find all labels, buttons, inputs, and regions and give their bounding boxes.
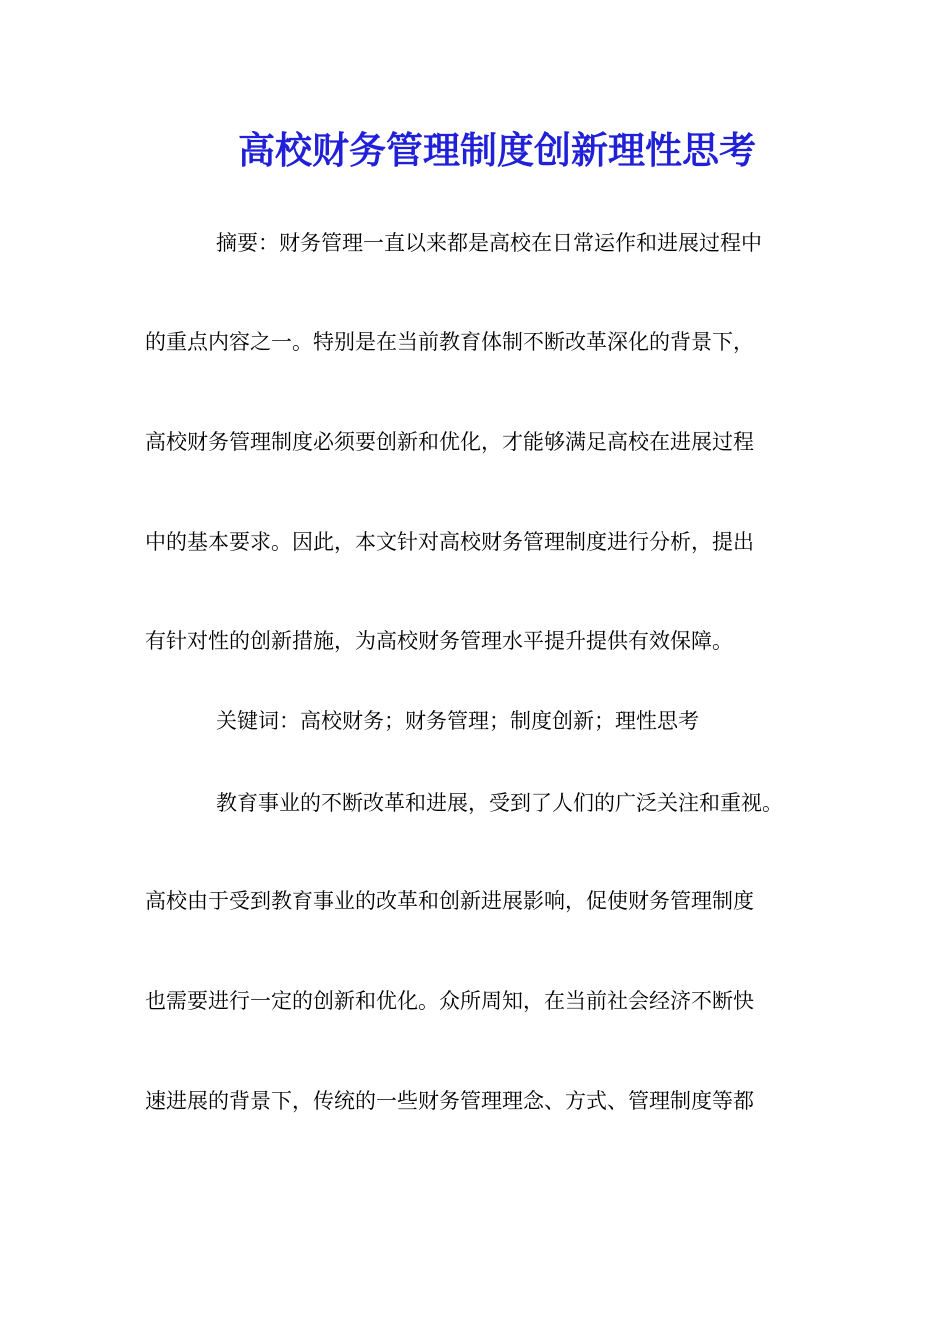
body-line-1: 教育事业的不断改革和进展，受到了人们的广泛关注和重视。	[216, 791, 783, 815]
abstract-line-3: 高校财务管理制度必须要创新和优化，才能够满足高校在进展过程	[145, 430, 754, 454]
body-line-3: 也需要进行一定的创新和优化。众所周知，在当前社会经济不断快	[145, 989, 754, 1013]
body-line-4: 速进展的背景下，传统的一些财务管理理念、方式、管理制度等都	[145, 1089, 754, 1113]
abstract-line-5: 有针对性的创新措施，为高校财务管理水平提升提供有效保障。	[145, 629, 733, 653]
abstract-line-1: 摘要：财务管理一直以来都是高校在日常运作和进展过程中	[216, 231, 762, 255]
body-line-2: 高校由于受到教育事业的改革和创新进展影响，促使财务管理制度	[145, 889, 754, 913]
keywords-line: 关键词：高校财务；财务管理；制度创新；理性思考	[216, 709, 699, 733]
document-title: 高校财务管理制度创新理性思考	[238, 128, 756, 172]
abstract-line-2: 的重点内容之一。特别是在当前教育体制不断改革深化的背景下，	[145, 330, 754, 354]
abstract-line-4: 中的基本要求。因此，本文针对高校财务管理制度进行分析，提出	[145, 530, 754, 554]
